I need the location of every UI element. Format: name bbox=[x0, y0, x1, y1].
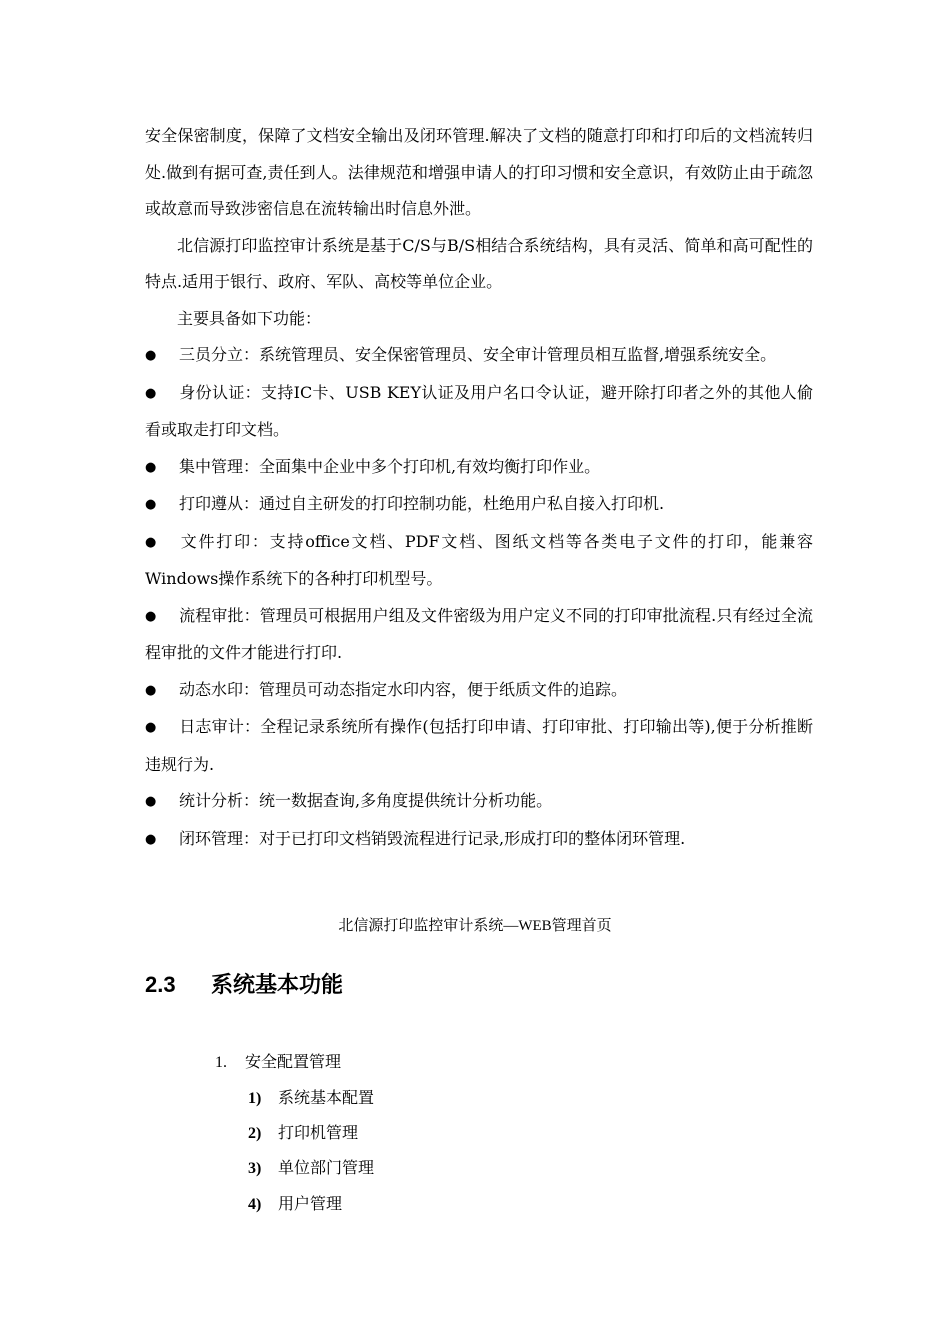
body-text bbox=[145, 118, 813, 858]
bullet-icon: ● bbox=[145, 831, 157, 847]
bullet-icon: ● bbox=[145, 348, 157, 363]
list-item-text: 闭环管理：对于已打印文档销毁流程进行记录,形成打印的整体闭环管理. bbox=[179, 828, 686, 848]
figure-caption: 北信源打印监控审计系统—WEB管理首页 bbox=[338, 918, 612, 934]
list-item-text: 集中管理：全面集中企业中多个打印机,有效均衡打印作业。 bbox=[179, 456, 601, 476]
outline-number: 1) bbox=[248, 1090, 262, 1107]
outline-number: 3) bbox=[248, 1160, 262, 1177]
list-item-text: 身份认证：支持IC卡、USB KEY认证及用户名口令认证，避开除打印者之外的其他人偷看或取走打印文档。 bbox=[145, 382, 813, 439]
feature-list bbox=[145, 337, 813, 858]
bullet-icon: ● bbox=[145, 534, 157, 550]
list-item bbox=[145, 598, 813, 672]
section-number: 2.3 bbox=[145, 972, 176, 997]
outline-label: 系统基本配置 bbox=[278, 1088, 375, 1107]
outline-number: 4) bbox=[248, 1196, 262, 1213]
bullet-icon: ● bbox=[145, 682, 157, 698]
outline-subitem bbox=[248, 1150, 374, 1186]
outline-label: 用户管理 bbox=[278, 1194, 343, 1213]
bullet-icon: ● bbox=[145, 794, 157, 809]
list-item-text: 打印遵从：通过自主研发的打印控制功能，杜绝用户私自接入打印机. bbox=[179, 494, 665, 513]
list-item bbox=[145, 672, 813, 710]
outline-label: 安全配置管理 bbox=[245, 1052, 342, 1071]
list-item bbox=[145, 449, 813, 487]
outline-label: 单位部门管理 bbox=[278, 1158, 375, 1177]
list-item bbox=[145, 337, 813, 375]
list-item bbox=[145, 783, 813, 821]
list-item bbox=[145, 375, 813, 449]
outline-label: 打印机管理 bbox=[278, 1123, 359, 1142]
list-item-text: 动态水印：管理员可动态指定水印内容，便于纸质文件的追踪。 bbox=[179, 679, 628, 699]
outline-subitem bbox=[248, 1186, 342, 1222]
intro-paragraph-2: 北信源打印监控审计系统是基于C/S与B/S相结合系统结构，具有灵活、简单和高可配性的特点.适用于银行、政府、军队、高校等单位企业。 bbox=[145, 235, 813, 291]
outline-subitem bbox=[248, 1115, 358, 1151]
list-item-text: 日志审计：全程记录系统所有操作(包括打印申请、打印审批、打印输出等),便于分析推断违规行为. bbox=[145, 717, 813, 774]
list-item bbox=[145, 524, 813, 598]
bullet-icon: ● bbox=[145, 459, 157, 475]
outline-number: 1. bbox=[215, 1054, 227, 1071]
list-item-text: 流程审批：管理员可根据用户组及文件密级为用户定义不同的打印审批流程.只有经过全流程审批的文件才能进行打印. bbox=[145, 605, 813, 662]
bullet-icon: ● bbox=[145, 720, 157, 735]
outline-item-level1 bbox=[215, 1044, 341, 1080]
list-item-text: 统计分析：统一数据查询,多角度提供统计分析功能。 bbox=[179, 791, 553, 810]
list-item bbox=[145, 709, 813, 783]
bullet-icon: ● bbox=[145, 385, 157, 401]
list-item bbox=[145, 821, 813, 859]
list-item-text: 三员分立：系统管理员、安全保密管理员、安全审计管理员相互监督,增强系统安全。 bbox=[179, 345, 777, 364]
intro-paragraph-3: 主要具备如下功能： bbox=[177, 308, 322, 328]
bullet-icon: ● bbox=[145, 497, 157, 512]
section-heading bbox=[145, 968, 343, 999]
outline-number: 2) bbox=[248, 1125, 262, 1142]
list-item-text: 文件打印：支持office文档、PDF文档、图纸文档等各类电子文件的打印，能兼容Windows操作系统下的各种打印机型号。 bbox=[145, 531, 813, 588]
section-title: 系统基本功能 bbox=[211, 972, 344, 997]
list-item bbox=[145, 486, 813, 524]
intro-paragraph-1: 安全保密制度，保障了文档安全输出及闭环管理.解决了文档的随意打印和打印后的文档流转归处.做到有据可查,责任到人。法律规范和增强申请人的打印习惯和安全意识，有效防止由于疏忽或故意而导致涉密信息在流转输出时信息外泄。 bbox=[145, 126, 813, 218]
bullet-icon: ● bbox=[145, 608, 157, 624]
outline-subitem bbox=[248, 1080, 374, 1116]
